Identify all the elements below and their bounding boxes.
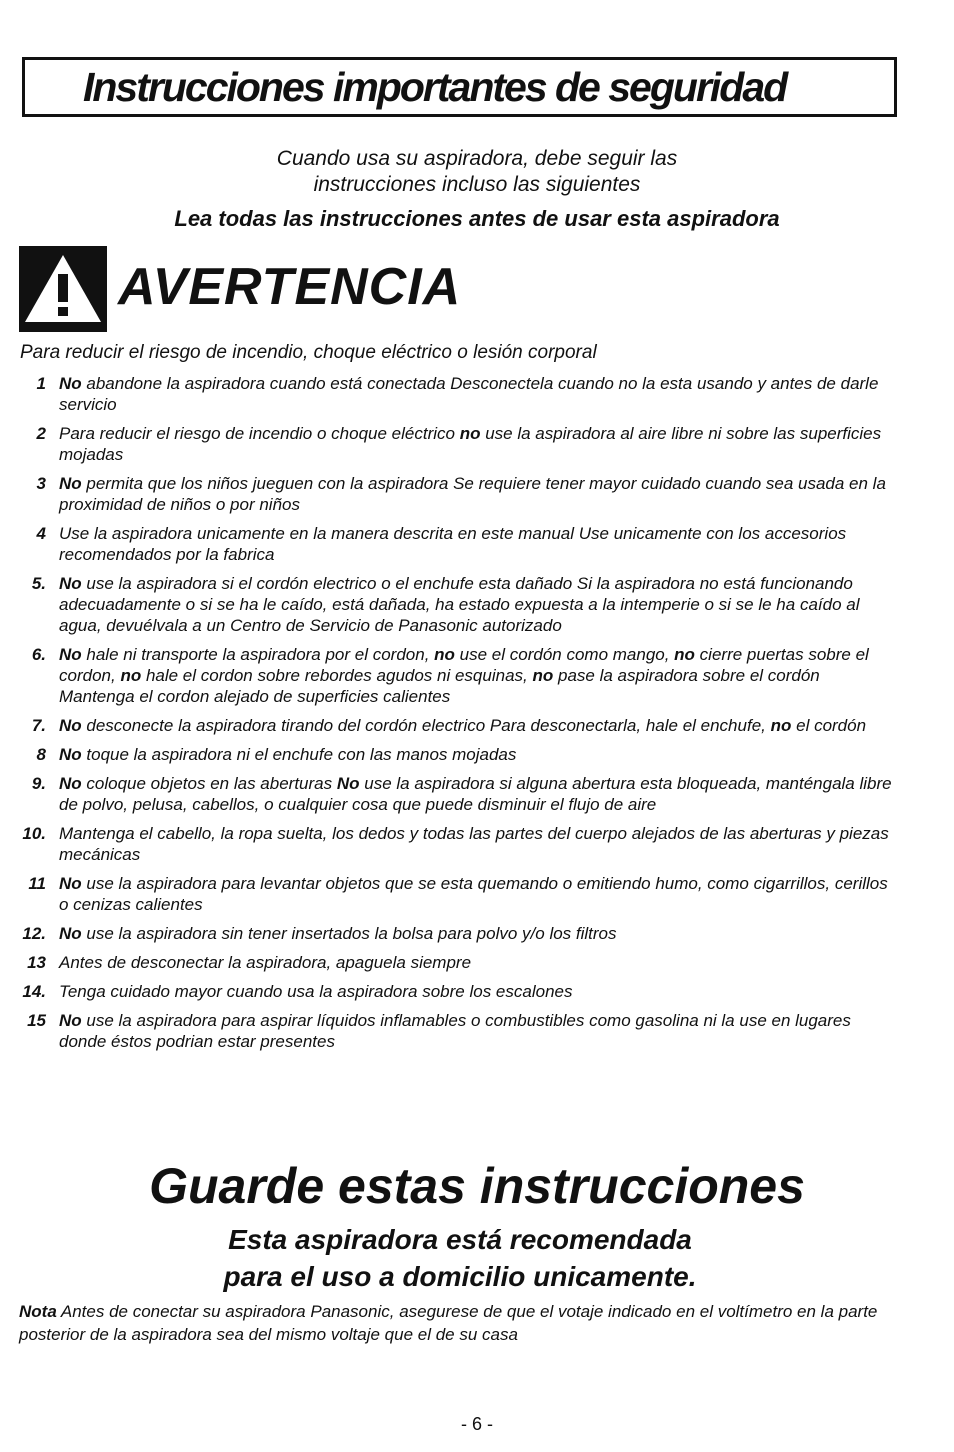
- safety-item-text: [59, 523, 899, 565]
- safety-item-segment: coloque objetos en las aberturas: [81, 774, 337, 793]
- safety-item-emphasis: No: [59, 374, 82, 393]
- safety-item: [0, 744, 954, 765]
- safety-item-segment: desconecte la aspiradora tirando del cordón electrico Para desconectarla, hale el enchufe,: [81, 716, 771, 735]
- safety-item-number: 15: [27, 1011, 46, 1030]
- safety-item-number: 13: [27, 953, 46, 972]
- intro-line-2: instrucciones incluso las siguientes: [313, 173, 641, 196]
- safety-item-emphasis: No: [59, 1011, 82, 1030]
- safety-item-segment: Tenga cuidado mayor cuando usa la aspiradora sobre los escalones: [59, 982, 573, 1001]
- safety-item-text: [59, 573, 899, 636]
- safety-item-text: [59, 744, 899, 765]
- safety-item-segment: use la aspiradora para levantar objetos que se esta quemando o emitiendo humo, como cigarrillos, cerillos o cenizas calientes: [59, 874, 888, 914]
- safety-item: [0, 373, 954, 415]
- note-text: Antes de conectar su aspiradora Panasonic, asegurese de que el votaje indicado en el voltímetro en la parte posterior de la aspiradora sea del mismo voltaje que el de su casa: [19, 1302, 878, 1344]
- safety-item-segment: Mantenga el cabello, la ropa suelta, los dedos y todas las partes del cuerpo alejados de las aberturas y piezas mecánicas: [59, 824, 889, 864]
- safety-item: [0, 1010, 954, 1052]
- safety-item-text: [59, 981, 899, 1002]
- safety-item: [0, 952, 954, 973]
- warning-title: AVERTENCIA: [118, 258, 462, 316]
- safety-item-segment: Antes de desconectar la aspiradora, apaguela siempre: [59, 953, 472, 972]
- safety-instructions-list: [0, 373, 954, 1060]
- safety-item-number: 5.: [31, 574, 46, 593]
- safety-item: [0, 573, 954, 636]
- safety-item-segment: el cordón: [791, 716, 867, 735]
- safety-item-emphasis: No: [59, 574, 82, 593]
- safety-item-number: 12.: [22, 924, 46, 943]
- page-title-box: [22, 57, 897, 117]
- safety-item-emphasis: no: [434, 645, 455, 664]
- safety-item-number: 4: [36, 524, 46, 543]
- safety-item-text: [59, 473, 899, 515]
- closing-subtitle-line-1: Esta aspiradora está recomendada: [228, 1224, 692, 1255]
- safety-item-number: 3: [36, 474, 46, 493]
- safety-item: [0, 873, 954, 915]
- safety-item-emphasis: No: [59, 645, 82, 664]
- safety-item-text: [59, 1010, 899, 1052]
- page-number: - 6 -: [460, 1414, 493, 1434]
- safety-item-segment: hale el cordon sobre rebordes agudos ni esquinas,: [141, 666, 533, 685]
- safety-item-segment: use el cordón como mango,: [454, 645, 675, 664]
- closing-subtitle-line-2: para el uso a domicilio unicamente.: [223, 1261, 697, 1292]
- safety-item: [0, 473, 954, 515]
- safety-item-text: [59, 873, 899, 915]
- intro-bold-line: Lea todas las instrucciones antes de usar esta aspiradora: [174, 206, 780, 231]
- safety-item-number: 2: [36, 424, 46, 443]
- safety-item-text: [59, 423, 899, 465]
- safety-item-segment: pase la aspiradora sobre el cordón Mantenga el cordon alejado de superficies calientes: [59, 666, 820, 706]
- safety-item-text: [59, 644, 899, 707]
- safety-item-segment: use la aspiradora sin tener insertados la bolsa para polvo y/o los filtros: [81, 924, 617, 943]
- safety-item-segment: permita que los niños jueguen con la aspiradora Se requiere tener mayor cuidado cuando sea usada en la proximidad de niños o por niños: [59, 474, 886, 514]
- safety-item-segment: toque la aspiradora ni el enchufe con las manos mojadas: [81, 745, 517, 764]
- safety-item-segment: Para reducir el riesgo de incendio o choque eléctrico: [59, 424, 460, 443]
- safety-item-text: [59, 773, 899, 815]
- safety-item: [0, 773, 954, 815]
- safety-item-number: 6.: [31, 645, 46, 664]
- safety-item-emphasis: No: [59, 474, 82, 493]
- safety-item: [0, 715, 954, 736]
- warning-triangle-icon: [19, 246, 107, 332]
- safety-item-segment: use la aspiradora para aspirar líquidos inflamables o combustibles como gasolina ni la use en lugares donde éstos podrian estar presentes: [59, 1011, 851, 1051]
- safety-item: [0, 523, 954, 565]
- safety-item-text: [59, 952, 899, 973]
- safety-item: [0, 644, 954, 707]
- safety-item-emphasis: no: [532, 666, 554, 685]
- safety-item-number: 14.: [22, 982, 46, 1001]
- safety-item-emphasis: No: [59, 774, 82, 793]
- safety-item-text: [59, 923, 899, 944]
- safety-item-number: 8: [36, 745, 46, 764]
- safety-item: [0, 923, 954, 944]
- safety-item-emphasis: no: [674, 645, 695, 664]
- safety-item-emphasis: No: [59, 745, 82, 764]
- safety-item-text: [59, 373, 899, 415]
- safety-item-number: 7.: [31, 716, 46, 735]
- safety-item: [0, 823, 954, 865]
- safety-item-text: [59, 823, 899, 865]
- safety-item-segment: use la aspiradora al aire libre ni sobre las superficies mojadas: [59, 424, 882, 464]
- intro-line-1: Cuando usa su aspiradora, debe seguir las: [276, 147, 678, 170]
- safety-item-segment: hale ni transporte la aspiradora por el cordon,: [81, 645, 435, 664]
- safety-item: [0, 423, 954, 465]
- safety-item-emphasis: no: [120, 666, 142, 685]
- closing-title: Guarde estas instrucciones: [149, 1158, 805, 1214]
- voltage-note: [19, 1300, 909, 1346]
- safety-item-segment: abandone la aspiradora cuando está conectada Desconectela cuando no la esta usando y antes de darle servicio: [59, 374, 879, 414]
- safety-item-emphasis: No: [336, 774, 360, 793]
- warning-subtitle: Para reducir el riesgo de incendio, choque eléctrico o lesión corporal: [20, 342, 597, 363]
- safety-item-number: 9.: [31, 774, 46, 793]
- safety-item-emphasis: No: [59, 874, 82, 893]
- safety-item-emphasis: no: [770, 716, 792, 735]
- intro-text: [0, 146, 954, 198]
- safety-item-text: [59, 715, 899, 736]
- safety-item-emphasis: No: [59, 716, 82, 735]
- note-label: Nota: [19, 1302, 57, 1321]
- safety-item-emphasis: No: [59, 924, 82, 943]
- safety-item-emphasis: no: [459, 424, 481, 443]
- safety-item-segment: use la aspiradora si alguna abertura esta bloqueada, manténgala libre de polvo, pelusa, cabellos, o cualquier cosa que puede disminuir el flujo de aire: [59, 774, 892, 814]
- safety-item-number: 10.: [22, 824, 46, 843]
- safety-item-segment: use la aspiradora si el cordón electrico o el enchufe esta dañado Si la aspiradora no está funcionando adecuadamente o si se ha le caído, está dañada, ha estado expuesta a la intemperie o si se le ha caído al agua, devuélvala a un Centro de Servicio de Panasonic autorizado: [59, 574, 860, 635]
- closing-subtitle: [0, 1221, 920, 1295]
- safety-item: [0, 981, 954, 1002]
- safety-item-segment: Use la aspiradora unicamente en la manera descrita en este manual Use unicamente con los accesorios recomendados por la fabrica: [59, 524, 847, 564]
- safety-item-number: 11: [28, 874, 46, 893]
- page-title: Instrucciones importantes de seguridad: [83, 64, 787, 110]
- safety-item-segment: cierre puertas sobre el cordon,: [59, 645, 869, 685]
- safety-item-number: 1: [36, 374, 46, 393]
